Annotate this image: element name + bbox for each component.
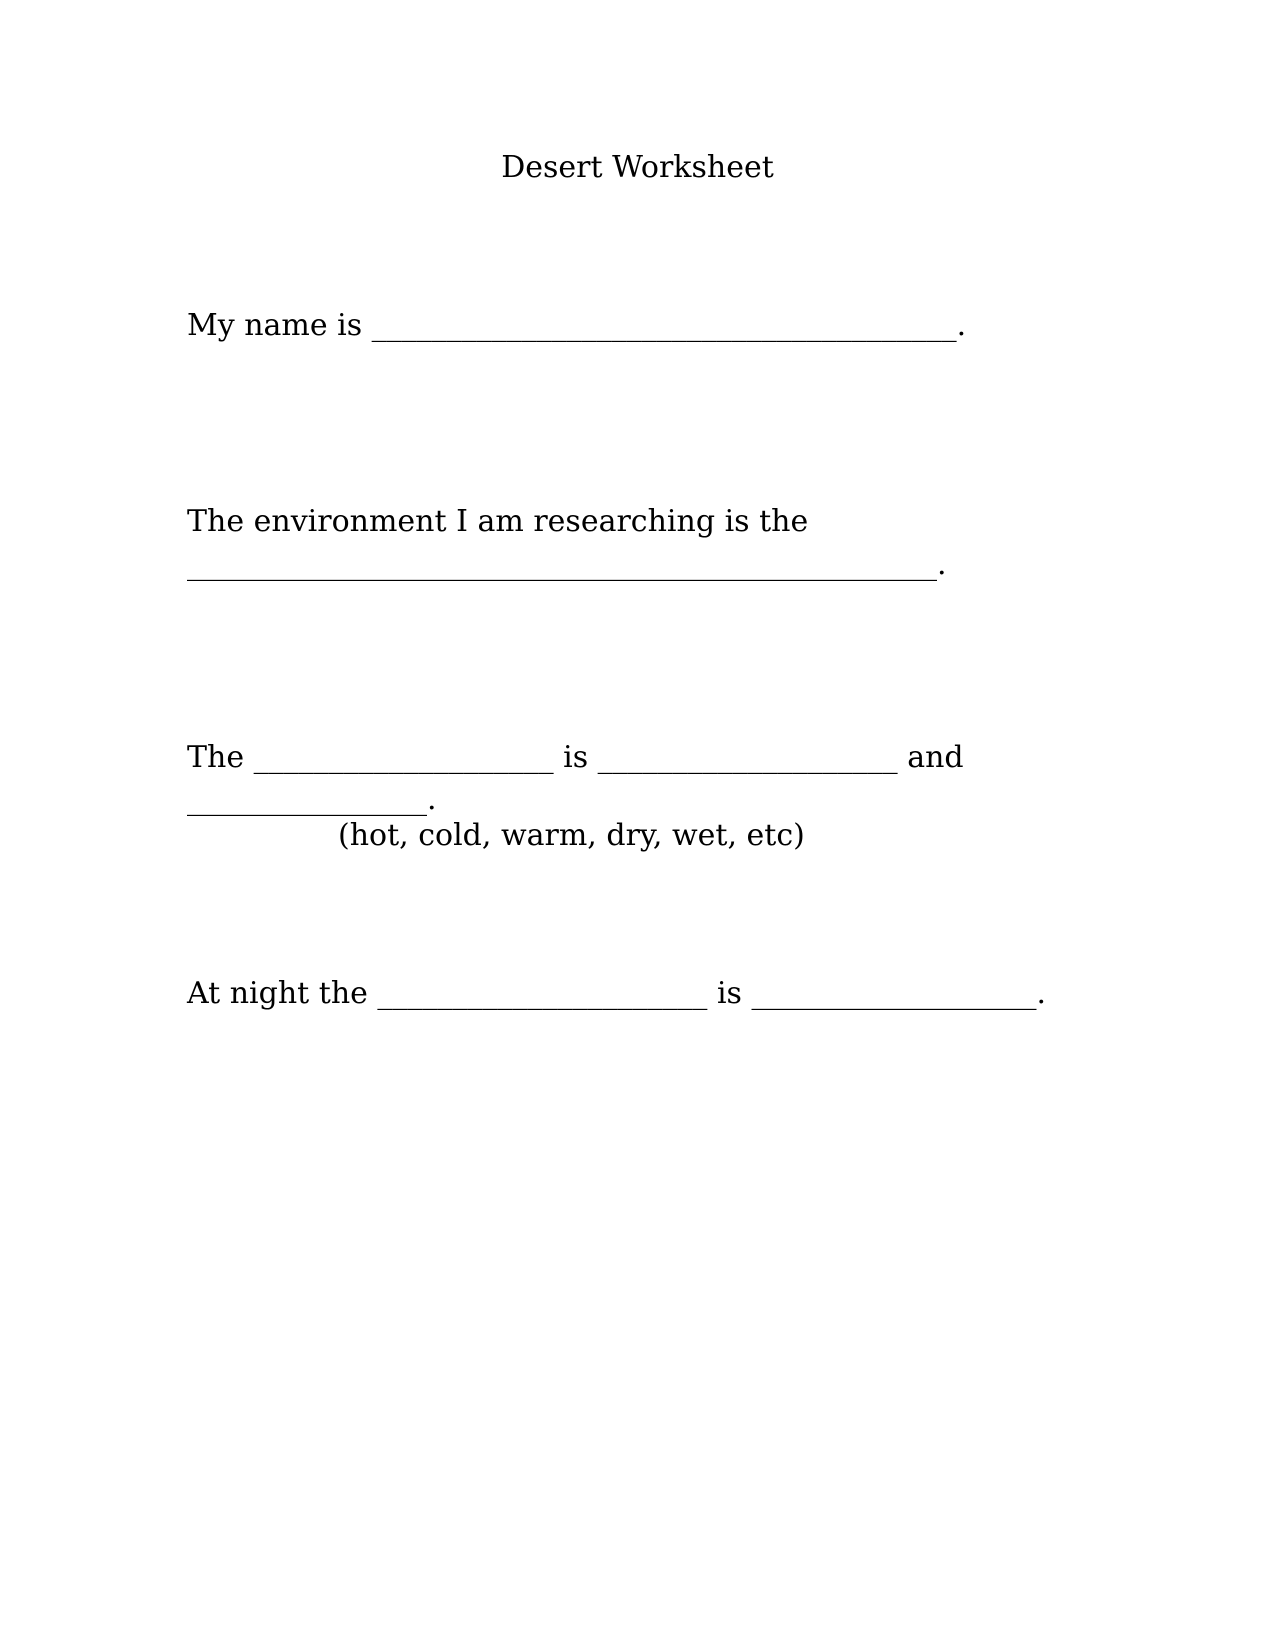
worksheet-title: Desert Worksheet [501,150,774,185]
weather-blank-line: ________________. [187,782,437,817]
environment-prompt-line: The environment I am researching is the [187,504,809,539]
environment-blank-line: __________________________________________________. [187,547,947,582]
name-prompt-line: My name is _______________________________________. [187,308,967,343]
weather-prompt-line: The ____________________ is ____________________ and [187,740,964,775]
night-prompt-line: At night the ______________________ is ___________________. [187,976,1047,1011]
weather-hint-text: (hot, cold, warm, dry, wet, etc) [338,818,805,853]
